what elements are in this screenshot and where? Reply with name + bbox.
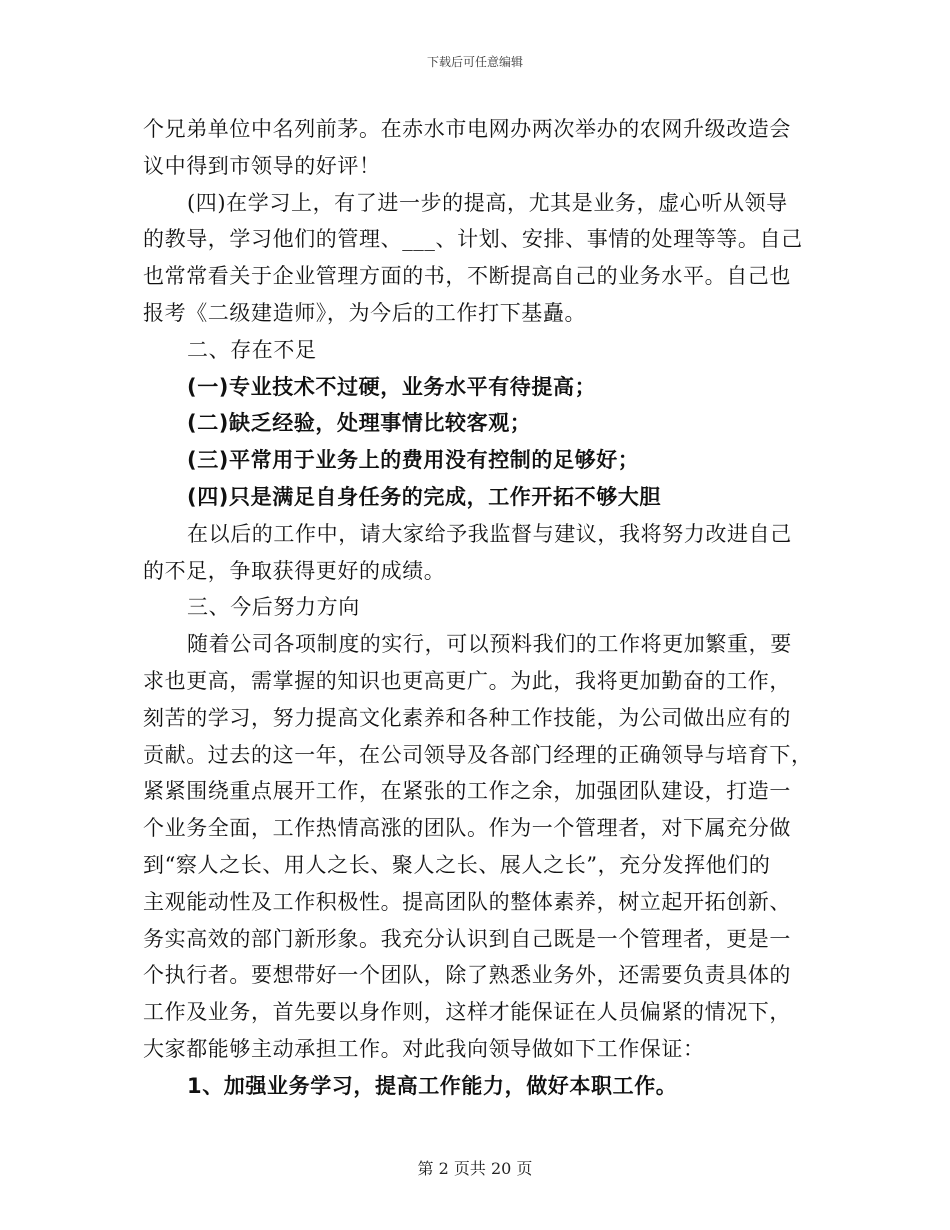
text-line: 紧紧围绕重点展开工作，在紧张的工作之余，加强团队建设，打造一 — [143, 779, 791, 804]
text-line: (四)在学习上，有了进一步的提高，尤其是业务，虚心听从领导 — [187, 190, 788, 215]
text-line: 个业务全面，工作热情高涨的团队。作为一个管理者，对下属充分做 — [143, 816, 791, 841]
text-line: 到“察人之长、用人之长、聚人之长、展人之长”，充分发挥他们的 — [143, 852, 771, 877]
text-line: 大家都能够主动承担工作。对此我向领导做如下工作保证： — [143, 1036, 705, 1061]
text-line: 的教导，学习他们的管理、___、计划、安排、事情的处理等等。自己 — [143, 227, 803, 252]
text-line: 主观能动性及工作积极性。提高团队的整体素养，树立起开拓创新、 — [143, 889, 791, 914]
text-line: 二、存在不足 — [187, 337, 317, 362]
text-line: 议中得到市领导的好评！ — [143, 153, 381, 178]
text-line: 三、今后努力方向 — [187, 595, 360, 620]
text-line: 个兄弟单位中名列前茅。在赤水市电网办两次举办的农网升级改造会 — [143, 117, 791, 141]
text-line: 刻苦的学习，努力提高文化素养和各种工作技能，为公司做出应有的 — [143, 705, 791, 730]
text-line: 在以后的工作中，请大家给予我监督与建议，我将努力改进自己 — [187, 521, 792, 546]
text-line: 也常常看关于企业管理方面的书，不断提高自己的业务水平。自己也 — [143, 264, 791, 289]
text-line: (二)缺乏经验，处理事情比较客观； — [187, 411, 532, 436]
text-line: 求也更高，需掌握的知识也更高更广。为此，我将更加勤奋的工作， — [143, 668, 791, 693]
text-line: 报考《二级建造师》，为今后的工作打下基矗。 — [143, 300, 587, 325]
text-line: 工作及业务，首先要以身作则，这样才能保证在人员偏紧的情况下， — [143, 1000, 791, 1025]
text-line: (四)只是满足自身任务的完成，工作开拓不够大胆 — [187, 484, 661, 509]
text-line: (三)平常用于业务上的费用没有控制的足够好； — [187, 448, 640, 473]
text-line: 的不足，争取获得更好的成绩。 — [143, 558, 446, 583]
text-line: 务实高效的部门新形象。我充分认识到自己既是一个管理者，更是一 — [143, 926, 791, 951]
text-line: 个执行者。要想带好一个团队，除了熟悉业务外，还需要负责具体的 — [143, 963, 791, 988]
page-footer: 第 2 页共 20 页 — [417, 1159, 533, 1178]
text-line: (一)专业技术不过硬，业务水平有待提高； — [187, 374, 597, 399]
text-line: 贡献。过去的这一年，在公司领导及各部门经理的正确领导与培育下， — [143, 742, 813, 767]
body-text — [143, 111, 813, 1105]
text-line: 1、加强业务学习，提高工作能力，做好本职工作。 — [187, 1073, 678, 1098]
text-line: 随着公司各项制度的实行，可以预料我们的工作将更加繁重，要 — [187, 632, 792, 657]
page-header: 下载后可任意编辑 — [426, 55, 523, 69]
